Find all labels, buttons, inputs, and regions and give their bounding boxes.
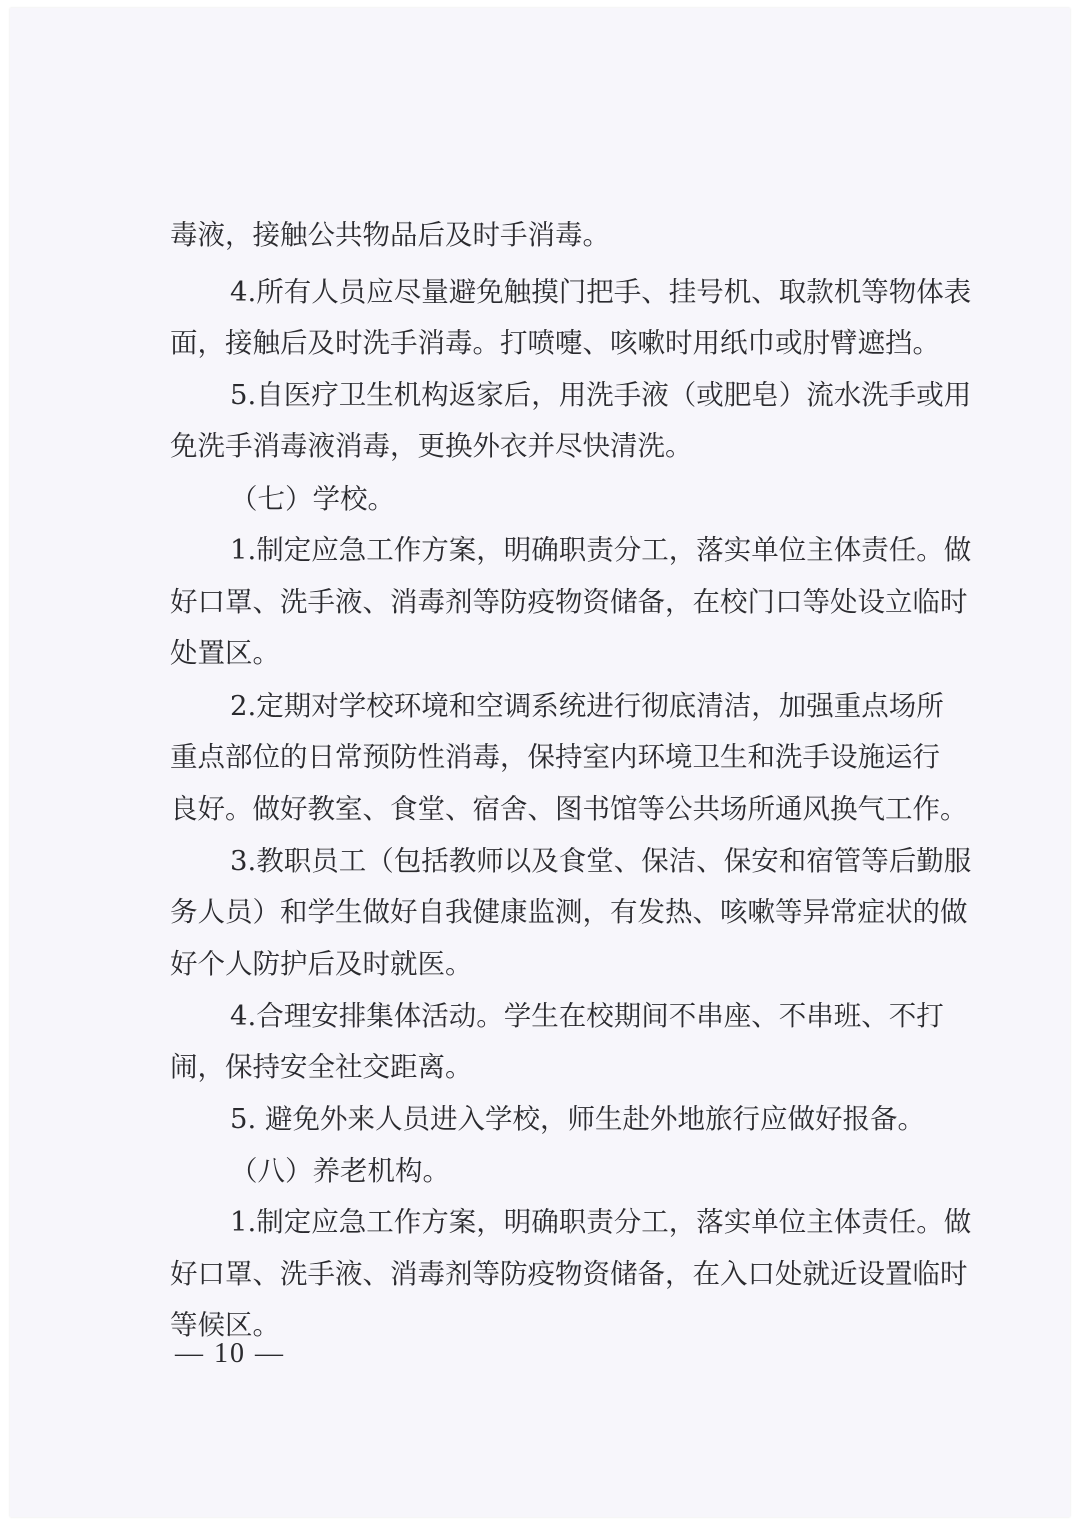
text-line-22: 等候区。	[170, 1309, 280, 1341]
text-line-2: 4 . 所 有 人 员 应 尽 量 避 免 触 摸 门 把 手 、 挂 号 机 、 取 款 机 等 物 体 表	[230, 276, 972, 308]
text-line-17: 闹，保持安全社交距离。	[170, 1051, 473, 1083]
text-line-5: 免洗手消毒液消毒，更换外衣并尽快清洗。	[170, 430, 693, 462]
text-line-7: 1 . 制 定 应 急 工 作 方 案 ， 明 确 职 责 分 工 ， 落 实 单 位 主 体 责 任 。 做	[230, 534, 972, 566]
text-line-4: 5 . 自 医 疗 卫 生 机 构 返 家 后 ， 用 洗 手 液 （ 或 肥 皂 ） 流 水 洗 手 或 用	[230, 379, 972, 411]
document-page	[10, 8, 1070, 1517]
text-line-11: 重 点 部 位 的 日 常 预 防 性 消 毒 ， 保 持 室 内 环 境 卫 生 和 洗 手 设 施 运 行	[170, 741, 940, 773]
text-line-14: 务 人 员 ） 和 学 生 做 好 自 我 健 康 监 测 ， 有 发 热 、 咳 嗽 等 异 常 症 状 的 做	[170, 896, 968, 928]
text-line-9: 处置区。	[170, 637, 280, 669]
text-line-1: 毒液，接触公共物品后及时手消毒。	[170, 219, 610, 251]
text-line-10: 2 . 定 期 对 学 校 环 境 和 空 调 系 统 进 行 彻 底 清 洁 ， 加 强 重 点 场 所	[230, 690, 944, 722]
text-line-13: 3 . 教 职 员 工 （ 包 括 教 师 以 及 食 堂 、 保 洁 、 保 安 和 宿 管 等 后 勤 服	[230, 845, 972, 877]
page-number: — 10 —	[175, 1338, 285, 1369]
section-heading-school: （七）学校。	[230, 483, 395, 515]
text-line-15: 好个人防护后及时就医。	[170, 948, 473, 980]
text-line-20: 1 . 制 定 应 急 工 作 方 案 ， 明 确 职 责 分 工 ， 落 实 单 位 主 体 责 任 。 做	[230, 1206, 972, 1238]
text-line-3: 面 ， 接 触 后 及 时 洗 手 消 毒 。 打 喷 嚏 、 咳 嗽 时 用 纸 巾 或 肘 臂 遮 挡 。	[170, 327, 940, 359]
text-line-16: 4 . 合 理 安 排 集 体 活 动 。 学 生 在 校 期 间 不 串 座 、 不 串 班 、 不 打	[230, 1000, 944, 1032]
section-heading-elderly-care: （八）养老机构。	[230, 1155, 450, 1187]
text-line-18: 5. 避免外来人员进入学校，师生赴外地旅行应做好报备。	[230, 1103, 925, 1135]
text-line-21: 好 口 罩 、 洗 手 液 、 消 毒 剂 等 防 疫 物 资 储 备 ， 在 入 口 处 就 近 设 置 临 时	[170, 1258, 968, 1290]
text-line-8: 好 口 罩 、 洗 手 液 、 消 毒 剂 等 防 疫 物 资 储 备 ， 在 校 门 口 等 处 设 立 临 时	[170, 586, 968, 618]
text-line-12: 良好。做好教室、食堂、宿舍、图书馆等公共场所通风换气工作。	[170, 793, 968, 825]
